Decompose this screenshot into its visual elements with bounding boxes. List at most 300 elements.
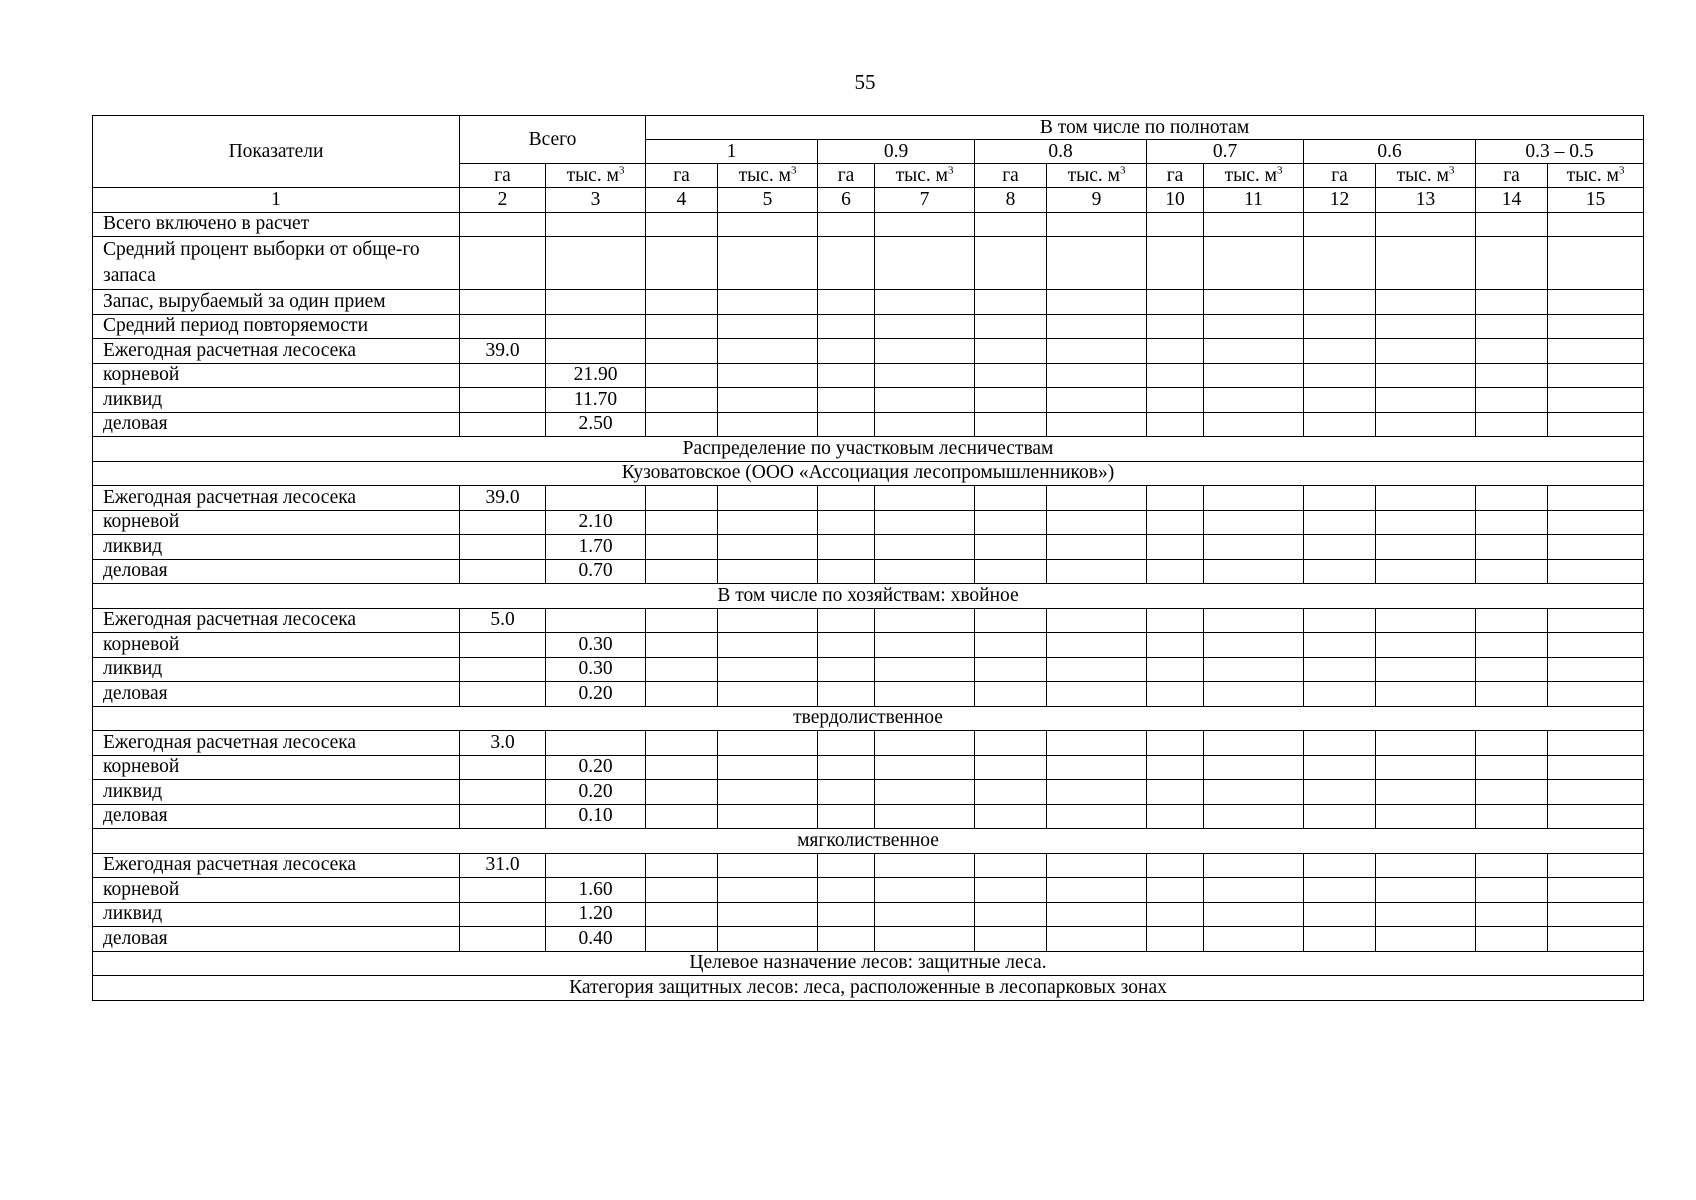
total-header: Всего bbox=[460, 116, 646, 164]
total-m3-cell bbox=[546, 339, 646, 364]
empty-cell bbox=[875, 314, 975, 339]
empty-cell bbox=[975, 780, 1047, 805]
row-label: Ежегодная расчетная лесосека bbox=[93, 853, 460, 878]
empty-cell bbox=[1548, 212, 1644, 237]
empty-cell bbox=[1376, 804, 1476, 829]
total-m3-cell: 0.70 bbox=[546, 559, 646, 584]
empty-cell bbox=[1304, 559, 1376, 584]
empty-cell bbox=[646, 927, 718, 952]
empty-cell bbox=[1047, 237, 1147, 290]
empty-cell bbox=[646, 412, 718, 437]
empty-cell bbox=[1147, 290, 1204, 315]
column-number-cell: 12 bbox=[1304, 188, 1376, 213]
empty-cell bbox=[818, 804, 875, 829]
empty-cell bbox=[818, 510, 875, 535]
table-row bbox=[93, 878, 1644, 903]
empty-cell bbox=[646, 363, 718, 388]
empty-cell bbox=[1304, 212, 1376, 237]
empty-cell bbox=[1204, 608, 1304, 633]
empty-cell bbox=[875, 853, 975, 878]
empty-cell bbox=[1304, 237, 1376, 290]
table-row bbox=[93, 412, 1644, 437]
table-row bbox=[93, 535, 1644, 560]
empty-cell bbox=[818, 363, 875, 388]
total-ha-cell: 3.0 bbox=[460, 731, 546, 756]
empty-cell bbox=[1204, 363, 1304, 388]
empty-cell bbox=[1204, 486, 1304, 511]
empty-cell bbox=[1304, 339, 1376, 364]
empty-cell bbox=[1548, 755, 1644, 780]
table-row bbox=[93, 290, 1644, 315]
empty-cell bbox=[1047, 804, 1147, 829]
column-number-cell: 2 bbox=[460, 188, 546, 213]
empty-cell bbox=[975, 682, 1047, 707]
empty-cell bbox=[1047, 212, 1147, 237]
empty-cell bbox=[718, 657, 818, 682]
empty-cell bbox=[1304, 388, 1376, 413]
empty-cell bbox=[646, 780, 718, 805]
empty-cell bbox=[875, 363, 975, 388]
total-ha-cell bbox=[460, 510, 546, 535]
empty-cell bbox=[1047, 902, 1147, 927]
column-number-cell: 15 bbox=[1548, 188, 1644, 213]
empty-cell bbox=[1376, 510, 1476, 535]
empty-cell bbox=[1147, 853, 1204, 878]
section-title-row bbox=[93, 706, 1644, 731]
empty-cell bbox=[718, 535, 818, 560]
empty-cell bbox=[1204, 388, 1304, 413]
empty-cell bbox=[1548, 927, 1644, 952]
empty-cell bbox=[1047, 657, 1147, 682]
empty-cell bbox=[818, 755, 875, 780]
empty-cell bbox=[646, 339, 718, 364]
empty-cell bbox=[1376, 237, 1476, 290]
empty-cell bbox=[818, 633, 875, 658]
total-ha-cell bbox=[460, 559, 546, 584]
row-label: деловая bbox=[93, 559, 460, 584]
empty-cell bbox=[975, 535, 1047, 560]
table-row bbox=[93, 388, 1644, 413]
unit-power: 3 bbox=[1448, 164, 1455, 176]
total-ha-cell bbox=[460, 412, 546, 437]
empty-cell bbox=[1204, 633, 1304, 658]
empty-cell bbox=[1376, 878, 1476, 903]
empty-cell bbox=[1147, 608, 1204, 633]
empty-cell bbox=[975, 731, 1047, 756]
empty-cell bbox=[1147, 755, 1204, 780]
empty-cell bbox=[1147, 878, 1204, 903]
empty-cell bbox=[975, 510, 1047, 535]
total-m3-cell: 2.10 bbox=[546, 510, 646, 535]
table-row bbox=[93, 510, 1644, 535]
empty-cell bbox=[1204, 780, 1304, 805]
empty-cell bbox=[818, 902, 875, 927]
empty-cell bbox=[1376, 363, 1476, 388]
empty-cell bbox=[1376, 314, 1476, 339]
empty-cell bbox=[1548, 804, 1644, 829]
empty-cell bbox=[1147, 237, 1204, 290]
section-title: Кузоватовское (ООО «Ассоциация лесопромышленников») bbox=[93, 461, 1644, 486]
empty-cell bbox=[1204, 804, 1304, 829]
empty-cell bbox=[718, 902, 818, 927]
total-m3-cell: 1.70 bbox=[546, 535, 646, 560]
empty-cell bbox=[1548, 510, 1644, 535]
table-row bbox=[93, 314, 1644, 339]
column-number-cell: 5 bbox=[718, 188, 818, 213]
empty-cell bbox=[1304, 486, 1376, 511]
empty-cell bbox=[1476, 314, 1548, 339]
total-ha-cell: 39.0 bbox=[460, 486, 546, 511]
total-m3-cell: 2.50 bbox=[546, 412, 646, 437]
total-ha-cell bbox=[460, 633, 546, 658]
empty-cell bbox=[646, 559, 718, 584]
empty-cell bbox=[1548, 486, 1644, 511]
empty-cell bbox=[718, 780, 818, 805]
row-label: Ежегодная расчетная лесосека bbox=[93, 339, 460, 364]
empty-cell bbox=[1376, 682, 1476, 707]
total-m3-cell: 0.40 bbox=[546, 927, 646, 952]
empty-cell bbox=[646, 853, 718, 878]
total-m3-cell: 0.20 bbox=[546, 755, 646, 780]
empty-cell bbox=[1376, 559, 1476, 584]
empty-cell bbox=[1047, 608, 1147, 633]
total-m3-cell: 0.20 bbox=[546, 682, 646, 707]
empty-cell bbox=[1376, 212, 1476, 237]
empty-cell bbox=[1204, 212, 1304, 237]
row-label: деловая bbox=[93, 682, 460, 707]
empty-cell bbox=[875, 878, 975, 903]
empty-cell bbox=[1204, 510, 1304, 535]
empty-cell bbox=[875, 780, 975, 805]
empty-cell bbox=[1376, 780, 1476, 805]
empty-cell bbox=[975, 804, 1047, 829]
empty-cell bbox=[818, 878, 875, 903]
empty-cell bbox=[646, 510, 718, 535]
empty-cell bbox=[1548, 314, 1644, 339]
empty-cell bbox=[718, 853, 818, 878]
empty-cell bbox=[975, 927, 1047, 952]
allowable-cut-table bbox=[92, 115, 1644, 1001]
empty-cell bbox=[975, 363, 1047, 388]
empty-cell bbox=[875, 927, 975, 952]
empty-cell bbox=[718, 559, 818, 584]
empty-cell bbox=[1304, 902, 1376, 927]
table-row bbox=[93, 363, 1644, 388]
empty-cell bbox=[1476, 608, 1548, 633]
section-title-row bbox=[93, 437, 1644, 462]
empty-cell bbox=[818, 290, 875, 315]
empty-cell bbox=[818, 212, 875, 237]
empty-cell bbox=[1147, 804, 1204, 829]
empty-cell bbox=[1476, 535, 1548, 560]
density-group-header: 0.7 bbox=[1147, 140, 1304, 164]
total-m3-cell bbox=[546, 731, 646, 756]
empty-cell bbox=[1047, 780, 1147, 805]
empty-cell bbox=[1304, 878, 1376, 903]
empty-cell bbox=[1147, 535, 1204, 560]
unit-m3-header bbox=[1204, 164, 1304, 188]
total-ha-cell bbox=[460, 388, 546, 413]
empty-cell bbox=[975, 412, 1047, 437]
empty-cell bbox=[875, 412, 975, 437]
row-label: Ежегодная расчетная лесосека bbox=[93, 486, 460, 511]
total-m3-cell: 0.10 bbox=[546, 804, 646, 829]
table-row bbox=[93, 780, 1644, 805]
section-title: Распределение по участковым лесничествам bbox=[93, 437, 1644, 462]
total-m3-cell bbox=[546, 486, 646, 511]
empty-cell bbox=[1376, 902, 1476, 927]
empty-cell bbox=[818, 237, 875, 290]
empty-cell bbox=[875, 755, 975, 780]
empty-cell bbox=[975, 339, 1047, 364]
unit-power: 3 bbox=[1618, 164, 1625, 176]
unit-m-text: тыс. м bbox=[738, 164, 791, 186]
empty-cell bbox=[1047, 388, 1147, 413]
empty-cell bbox=[875, 212, 975, 237]
unit-ha-header: га bbox=[1147, 164, 1204, 188]
column-number-cell: 4 bbox=[646, 188, 718, 213]
empty-cell bbox=[1376, 412, 1476, 437]
empty-cell bbox=[1476, 804, 1548, 829]
section-title-row bbox=[93, 829, 1644, 854]
empty-cell bbox=[1548, 878, 1644, 903]
empty-cell bbox=[646, 535, 718, 560]
total-m3-cell: 21.90 bbox=[546, 363, 646, 388]
unit-m-text: тыс. м bbox=[1224, 164, 1277, 186]
table-row bbox=[93, 486, 1644, 511]
total-ha-cell: 39.0 bbox=[460, 339, 546, 364]
empty-cell bbox=[1476, 388, 1548, 413]
empty-cell bbox=[1147, 314, 1204, 339]
empty-cell bbox=[718, 212, 818, 237]
empty-cell bbox=[1147, 927, 1204, 952]
total-ha-cell bbox=[460, 927, 546, 952]
row-label: Ежегодная расчетная лесосека bbox=[93, 608, 460, 633]
empty-cell bbox=[646, 804, 718, 829]
empty-cell bbox=[1147, 388, 1204, 413]
empty-cell bbox=[1047, 682, 1147, 707]
empty-cell bbox=[1047, 535, 1147, 560]
empty-cell bbox=[975, 657, 1047, 682]
empty-cell bbox=[1147, 412, 1204, 437]
empty-cell bbox=[718, 314, 818, 339]
empty-cell bbox=[875, 535, 975, 560]
total-m3-cell: 0.30 bbox=[546, 657, 646, 682]
total-m3-cell bbox=[546, 608, 646, 633]
empty-cell bbox=[1204, 237, 1304, 290]
unit-ha-header: га bbox=[646, 164, 718, 188]
empty-cell bbox=[718, 388, 818, 413]
page-number: 55 bbox=[854, 70, 876, 94]
empty-cell bbox=[646, 902, 718, 927]
row-label: Всего включено в расчет bbox=[93, 212, 460, 237]
empty-cell bbox=[1147, 510, 1204, 535]
table-row bbox=[93, 927, 1644, 952]
section-title: Целевое назначение лесов: защитные леса. bbox=[93, 951, 1644, 976]
column-number-cell: 14 bbox=[1476, 188, 1548, 213]
empty-cell bbox=[1204, 559, 1304, 584]
empty-cell bbox=[1476, 927, 1548, 952]
empty-cell bbox=[1047, 363, 1147, 388]
empty-cell bbox=[718, 510, 818, 535]
empty-cell bbox=[1476, 731, 1548, 756]
empty-cell bbox=[818, 339, 875, 364]
row-label: Средний период повторяемости bbox=[93, 314, 460, 339]
column-number-cell: 8 bbox=[975, 188, 1047, 213]
empty-cell bbox=[818, 314, 875, 339]
unit-m-text: тыс. м bbox=[1396, 164, 1449, 186]
unit-ha-header: га bbox=[1304, 164, 1376, 188]
empty-cell bbox=[1047, 314, 1147, 339]
row-label: Запас, вырубаемый за один прием bbox=[93, 290, 460, 315]
empty-cell bbox=[1376, 853, 1476, 878]
table-row bbox=[93, 755, 1644, 780]
table-row bbox=[93, 853, 1644, 878]
empty-cell bbox=[1376, 388, 1476, 413]
empty-cell bbox=[1476, 339, 1548, 364]
empty-cell bbox=[646, 212, 718, 237]
row-label: деловая bbox=[93, 927, 460, 952]
empty-cell bbox=[1376, 486, 1476, 511]
table-row bbox=[93, 212, 1644, 237]
empty-cell bbox=[1204, 755, 1304, 780]
section-title-row bbox=[93, 584, 1644, 609]
total-ha-cell bbox=[460, 780, 546, 805]
empty-cell bbox=[975, 212, 1047, 237]
empty-cell bbox=[1548, 731, 1644, 756]
empty-cell bbox=[1476, 755, 1548, 780]
empty-cell bbox=[975, 559, 1047, 584]
empty-cell bbox=[1376, 927, 1476, 952]
empty-cell bbox=[1147, 212, 1204, 237]
total-ha-cell bbox=[460, 535, 546, 560]
total-m3-cell: 0.20 bbox=[546, 780, 646, 805]
empty-cell bbox=[975, 314, 1047, 339]
empty-cell bbox=[718, 731, 818, 756]
empty-cell bbox=[1304, 363, 1376, 388]
density-group-header: 0.6 bbox=[1304, 140, 1476, 164]
unit-ha-header: га bbox=[818, 164, 875, 188]
empty-cell bbox=[1476, 212, 1548, 237]
empty-cell bbox=[818, 657, 875, 682]
total-m3-cell: 11.70 bbox=[546, 388, 646, 413]
column-number-cell: 9 bbox=[1047, 188, 1147, 213]
unit-m3-header bbox=[718, 164, 818, 188]
empty-cell bbox=[1204, 878, 1304, 903]
empty-cell bbox=[1147, 902, 1204, 927]
empty-cell bbox=[718, 363, 818, 388]
table-row bbox=[93, 559, 1644, 584]
total-m3-cell: 1.60 bbox=[546, 878, 646, 903]
density-header: В том числе по полнотам bbox=[646, 116, 1644, 140]
row-label: ликвид bbox=[93, 902, 460, 927]
empty-cell bbox=[875, 559, 975, 584]
empty-cell bbox=[1548, 290, 1644, 315]
section-title: мягколиственное bbox=[93, 829, 1644, 854]
unit-ha-header: га bbox=[975, 164, 1047, 188]
table-row bbox=[93, 902, 1644, 927]
total-ha-cell bbox=[460, 755, 546, 780]
empty-cell bbox=[1476, 682, 1548, 707]
row-label: ликвид bbox=[93, 535, 460, 560]
table-row bbox=[93, 657, 1644, 682]
unit-m3-header bbox=[546, 164, 646, 188]
row-label: деловая bbox=[93, 804, 460, 829]
total-ha-cell bbox=[460, 657, 546, 682]
column-number-cell: 7 bbox=[875, 188, 975, 213]
row-label: корневой bbox=[93, 363, 460, 388]
unit-power: 3 bbox=[1276, 164, 1283, 176]
empty-cell bbox=[818, 535, 875, 560]
empty-cell bbox=[1147, 731, 1204, 756]
row-label: ликвид bbox=[93, 657, 460, 682]
empty-cell bbox=[1476, 510, 1548, 535]
empty-cell bbox=[875, 633, 975, 658]
empty-cell bbox=[1147, 363, 1204, 388]
empty-cell bbox=[875, 682, 975, 707]
empty-cell bbox=[975, 902, 1047, 927]
empty-cell bbox=[875, 804, 975, 829]
table-row bbox=[93, 339, 1644, 364]
empty-cell bbox=[718, 290, 818, 315]
empty-cell bbox=[1304, 731, 1376, 756]
empty-cell bbox=[1548, 682, 1644, 707]
empty-cell bbox=[1047, 755, 1147, 780]
empty-cell bbox=[718, 412, 818, 437]
row-label: ликвид bbox=[93, 780, 460, 805]
column-number-cell: 3 bbox=[546, 188, 646, 213]
empty-cell bbox=[1204, 657, 1304, 682]
empty-cell bbox=[818, 486, 875, 511]
empty-cell bbox=[1204, 731, 1304, 756]
total-ha-cell bbox=[460, 212, 546, 237]
empty-cell bbox=[875, 902, 975, 927]
empty-cell bbox=[875, 731, 975, 756]
empty-cell bbox=[875, 237, 975, 290]
empty-cell bbox=[875, 339, 975, 364]
table-row bbox=[93, 237, 1644, 290]
empty-cell bbox=[1304, 510, 1376, 535]
unit-power: 3 bbox=[618, 164, 625, 176]
total-ha-cell bbox=[460, 290, 546, 315]
empty-cell bbox=[1548, 237, 1644, 290]
empty-cell bbox=[1047, 559, 1147, 584]
table-row bbox=[93, 608, 1644, 633]
empty-cell bbox=[1376, 633, 1476, 658]
empty-cell bbox=[1047, 412, 1147, 437]
column-number-cell: 1 bbox=[93, 188, 460, 213]
empty-cell bbox=[1047, 339, 1147, 364]
empty-cell bbox=[1304, 633, 1376, 658]
empty-cell bbox=[1204, 853, 1304, 878]
empty-cell bbox=[1304, 314, 1376, 339]
empty-cell bbox=[1304, 927, 1376, 952]
table-row bbox=[93, 633, 1644, 658]
empty-cell bbox=[718, 755, 818, 780]
empty-cell bbox=[1548, 633, 1644, 658]
row-label: Средний процент выборки от обще-го запаса bbox=[93, 237, 460, 290]
total-ha-cell bbox=[460, 878, 546, 903]
empty-cell bbox=[646, 388, 718, 413]
empty-cell bbox=[975, 290, 1047, 315]
column-number-cell: 6 bbox=[818, 188, 875, 213]
unit-m-text: тыс. м bbox=[895, 164, 948, 186]
empty-cell bbox=[975, 633, 1047, 658]
empty-cell bbox=[1147, 633, 1204, 658]
header-row-1 bbox=[93, 116, 1644, 140]
empty-cell bbox=[875, 608, 975, 633]
empty-cell bbox=[1548, 412, 1644, 437]
